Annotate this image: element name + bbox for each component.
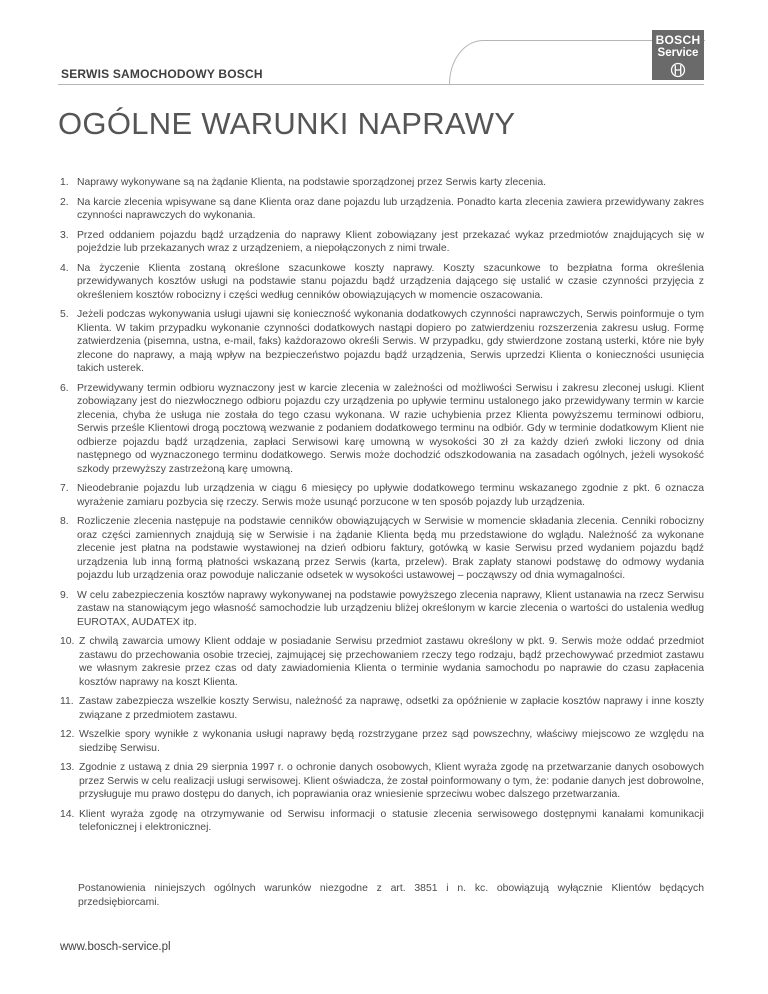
term-item (60, 761, 704, 802)
closing-note: Postanowienia niniejszych ogólnych warunków niezgodne z art. 3851 i n. kc. obowiązują wyłącznie Klientów będących przedsiębiorcami. (78, 883, 704, 908)
term-number: 5. (60, 309, 69, 320)
term-number: 4. (60, 262, 69, 274)
term-number: 3. (60, 229, 69, 241)
term-item (60, 515, 704, 583)
term-text: Rozliczenie zlecenia następuje na podstawie cenników obowiązujących w Serwisie w momencie składania zlecenia. Cenniki robocizny oraz części zamiennych znajdują się w Serwisie i na żądanie Klienta będą mu przedstawione do wglądu. Należność za wykonane zlecenie jest płatna na podstawie wystawionej na dzień odbioru faktury, gotówką w kasie Serwisu przed wydaniem pojazdu bądź urządzenia lub inną formą płatności wskazaną przez Serwis (karta, przelew). Brak zapłaty stanowi podstawę do odmowy wydania pojazdu lub urządzenia oraz powoduje naliczanie odsetek w wysokości ustawowej – począwszy od dnia wymagalności. (77, 516, 704, 581)
term-item (60, 308, 704, 376)
term-text: Wszelkie spory wynikłe z wykonania usługi naprawy będą rozstrzygane przez sąd powszechny, właściwy miejscowo ze względu na siedzibę Serwisu. (79, 729, 704, 754)
term-item (60, 635, 704, 689)
term-item (60, 262, 704, 303)
brand-name: SERWIS SAMOCHODOWY BOSCH (61, 67, 263, 81)
bosch-armature-icon (670, 62, 686, 78)
term-number: 7. (60, 483, 69, 494)
footer-url[interactable]: www.bosch-service.pl (60, 941, 171, 953)
term-text: Na życzenie Klienta zostaną określone szacunkowe koszty naprawy. Koszty szacunkowe to bezpłatna forma określenia przewidywanych kosztów usługi na podstawie stanu pojazdu bądź urządzenia dającego się ustalić w czasie czynności przyjęcia z określeniem kosztów robocizny i części według cenników obowiązujących w momencie oszacowania. (77, 262, 704, 301)
term-number: 1. (60, 177, 69, 188)
term-number: 13. (60, 762, 75, 773)
term-text: Przewidywany termin odbioru wyznaczony jest w karcie zlecenia w zależności od możliwości Serwisu i zakresu zleconej usługi. Klient zobowiązany jest do niezwłocznego odbioru pojazdu czy urządzenia po upływie terminu ustalonego jako przewidywany termin w karcie zlecenia, chyba że usługa nie została do tego czasu wykonana. W razie uchybienia przez Klienta powyższemu terminowi odbioru, Serwis prześle Klientowi drogą pocztową wezwanie z podaniem dodatkowego terminu na odbiór. Gdy w terminie dodatkowym Klient nie odbierze pojazdu bądź urządzenia, zapłaci Serwisowi karę umowną w wysokości 30 zł za każdy dzień zwłoki liczony od dnia następnego od wyznaczonego terminu dodatkowego. Serwis może dochodzić odszkodowania na zasadach ogólnych, jeżeli wysokość szkody przewyższy zastrzeżoną karę umowną. (77, 382, 704, 475)
term-item (60, 229, 704, 256)
term-number: 10. (60, 636, 75, 647)
term-item (60, 176, 704, 190)
term-item (60, 482, 704, 509)
term-item (60, 196, 704, 223)
term-text: Zgodnie z ustawą z dnia 29 sierpnia 1997 r. o ochronie danych osobowych, Klient wyraża zgodę na przetwarzanie danych osobowych przez Serwis w celu realizacji usługi serwisowej. Klient oświadcza, że został poinformowany o tym, że: podanie danych jest dobrowolne, przysługuje mu prawo dostępu do danych, ich poprawiania oraz wniesienie sprzeciwu wobec dalszego przetwarzania. (79, 762, 704, 800)
term-item (60, 728, 704, 755)
term-text: Jeżeli podczas wykonywania usługi ujawni się konieczność wykonania dodatkowych czynności naprawczych, Serwis poinformuje o tym Klienta. W takim przypadku wykonanie czynności dodatkowych nastąpi dopiero po zatwierdzeniu rozszerzenia zakresu usług. Formę zatwierdzenia (pisemna, ustna, e-mail, faks) każdorazowo określi Serwis. W przypadku, gdy stwierdzone zostaną usterki, które nie były zlecone do naprawy, a mają wpływ na bezpieczeństwo pojazdu bądź urządzenia, Serwis uprzedzi Klienta o konieczności usunięcia takich usterek. (77, 309, 704, 374)
term-text: Klient wyraża zgodę na otrzymywanie od Serwisu informacji o statusie zlecenia serwisowego dostępnymi kanałami komunikacji telefonicznej i elektronicznej. (79, 808, 704, 833)
terms-list (60, 176, 704, 841)
term-text: W celu zabezpieczenia kosztów naprawy wykonywanej na podstawie powyższego zlecenia naprawy, Klient ustanawia na rzecz Serwisu zastaw na stanowiącym jego własność samochodzie lub urządzeniu bliżej określonym w karcie zlecenia o wartości do ustalenia według EUROTAX, AUDATEX itp. (77, 589, 704, 628)
term-text: Na karcie zlecenia wpisywane są dane Klienta oraz dane pojazdu lub urządzenia. Ponadto karta zlecenia zawiera przewidywany zakres czynności naprawczych do wykonania. (77, 196, 704, 221)
term-number: 9. (60, 589, 69, 601)
term-text: Zastaw zabezpiecza wszelkie koszty Serwisu, należność za naprawę, odsetki za opóźnienie w zapłacie kosztów naprawy i inne koszty związane z przedmiotem zastawu. (79, 696, 704, 721)
term-item (60, 589, 704, 630)
term-item (60, 382, 704, 477)
term-number: 8. (60, 516, 69, 527)
header-divider (58, 84, 704, 85)
logo-line-2: Service (657, 47, 699, 59)
term-number: 6. (60, 382, 69, 394)
term-number: 14. (60, 808, 75, 820)
term-number: 11. (60, 696, 74, 707)
term-item (60, 808, 704, 835)
term-text: Nieodebranie pojazdu lub urządzenia w ciągu 6 miesięcy po upływie dodatkowego terminu wskazanego zgodnie z pkt. 6 oznacza wyrażenie zamiaru pozbycia się rzeczy. Serwis może usunąć porzucone w ten sposób pojazdy lub urządzenia. (77, 483, 704, 508)
term-number: 12. (60, 729, 75, 740)
term-item (60, 695, 704, 722)
term-text: Przed oddaniem pojazdu bądź urządzenia do naprawy Klient zobowiązany jest przekazać wykaz przedmiotów znajdujących się w pojeździe lub przekazanych wraz z urządzeniem, a niepołączonych z nimi trwale. (77, 229, 704, 254)
term-text: Z chwilą zawarcia umowy Klient oddaje w posiadanie Serwisu przedmiot zastawu określony w pkt. 9. Serwis może oddać przedmiot zastawu do przechowania osobie trzeciej, zajmującej się przechowaniem rzeczy tego rodzaju, bądź przechowywać przedmiot zastawu we własnym zakresie przez czas od daty zawiadomienia Klienta o terminie wydania samochodu po naprawie do czasu zapłacenia kosztów naprawy na koszt Klienta. (79, 636, 704, 688)
term-number: 2. (60, 196, 69, 208)
logo-line-1: BOSCH (655, 33, 701, 47)
bosch-service-logo (652, 30, 704, 80)
page-title: OGÓLNE WARUNKI NAPRAWY (58, 106, 516, 141)
term-text: Naprawy wykonywane są na żądanie Klienta, na podstawie sporządzonej przez Serwis karty zlecenia. (77, 177, 546, 188)
